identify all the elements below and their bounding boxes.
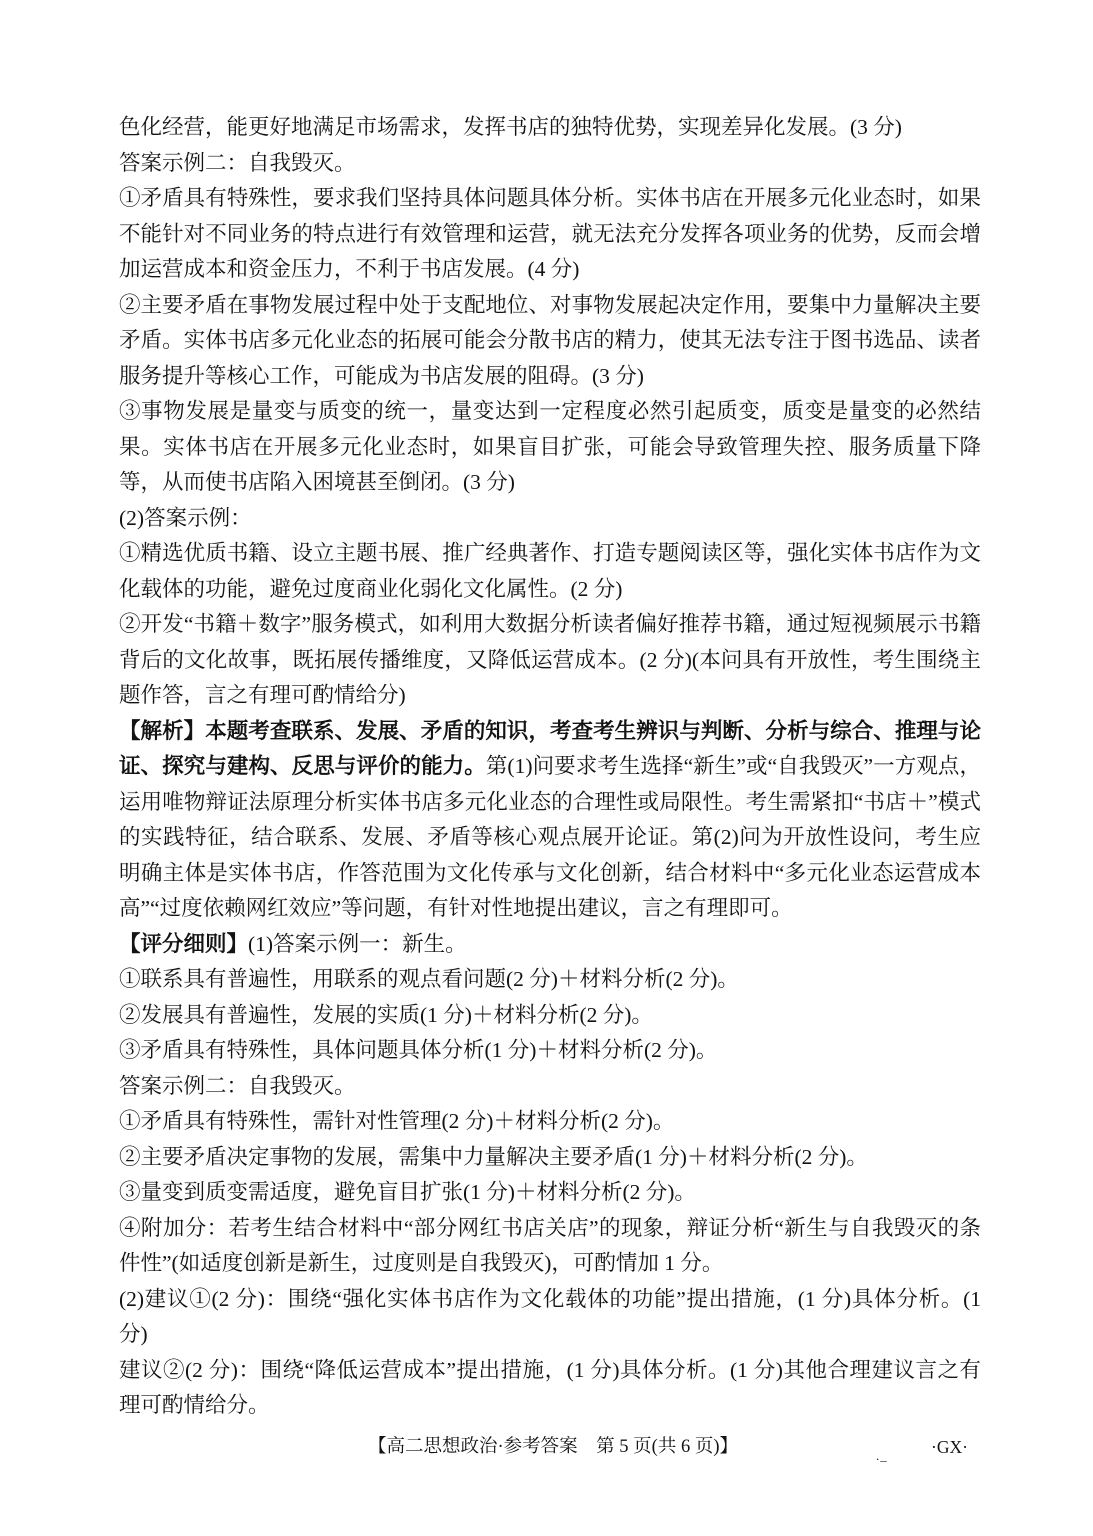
paragraph bbox=[119, 501, 981, 537]
paragraph bbox=[119, 1104, 981, 1140]
paragraph bbox=[119, 1282, 981, 1353]
paragraph bbox=[119, 998, 981, 1034]
text-segment: 色化经营，能更好地满足市场需求，发挥书店的独特优势，实现差异化发展。(3 分) bbox=[119, 115, 902, 139]
paragraph bbox=[119, 1140, 981, 1176]
text-segment: (2)建议①(2 分)：围绕“强化实体书店作为文化载体的功能”提出措施，(1 分)具体分析。(1 分) bbox=[119, 1286, 981, 1346]
paragraph bbox=[119, 1175, 981, 1211]
paragraph bbox=[119, 110, 981, 146]
paragraph bbox=[119, 1069, 981, 1105]
paragraph bbox=[119, 927, 981, 963]
paragraph bbox=[119, 1211, 981, 1282]
text-segment: ②主要矛盾在事物发展过程中处于支配地位、对事物发展起决定作用，要集中力量解决主要矛盾。实体书店多元化业态的拓展可能会分散书店的精力，使其无法专注于图书选品、读者服务提升等核心工作，可能成为书店发展的阻碍。(3 分) bbox=[119, 292, 981, 388]
text-segment: ②开发“书籍＋数字”服务模式，如利用大数据分析读者偏好推荐书籍，通过短视频展示书籍背后的文化故事，既拓展传播维度，又降低运营成本。(2 分)(本问具有开放性，考生围绕主题作答，言之有理可酌情给分) bbox=[119, 612, 981, 707]
paragraph bbox=[119, 394, 981, 501]
text-segment: 第(1)问要求考生选择“新生”或“自我毁灭”一方观点，运用唯物辩证法原理分析实体书店多元化业态的合理性或局限性。考生需紧扣“书店＋”模式的实践特征，结合联系、发展、矛盾等核心观点展开论证。第(2)问为开放性设问，考生应明确主体是实体书店，作答范围为文化传承与文化创新，结合材料中“多元化业态运营成本高”“过度依赖网红效应”等问题，有针对性地提出建议，言之有理即可。 bbox=[119, 754, 982, 920]
paragraph bbox=[119, 181, 981, 288]
page-footer bbox=[0, 1433, 1093, 1469]
text-segment: (1)答案示例一：新生。 bbox=[248, 931, 467, 956]
text-segment: ③量变到质变需适度，避免盲目扩张(1 分)＋材料分析(2 分)。 bbox=[119, 1180, 696, 1204]
paragraph bbox=[119, 146, 981, 182]
text-segment: ①矛盾具有特殊性，需针对性管理(2 分)＋材料分析(2 分)。 bbox=[119, 1109, 675, 1133]
text-segment: ④附加分：若考生结合材料中“部分网红书店关店”的现象，辩证分析“新生与自我毁灭的条件性”(如适度创新是新生，过度则是自我毁灭)，可酌情加 1 分。 bbox=[119, 1215, 981, 1275]
text-segment: 答案示例二：自我毁灭。 bbox=[119, 1073, 356, 1098]
text-segment: ③矛盾具有特殊性，具体问题具体分析(1 分)＋材料分析(2 分)。 bbox=[119, 1038, 718, 1062]
text-segment: ①精选优质书籍、设立主题书展、推广经典著作、打造专题阅读区等，强化实体书店作为文化载体的功能，避免过度商业化弱化文化属性。(2 分) bbox=[119, 541, 981, 601]
text-segment: ②主要矛盾决定事物的发展，需集中力量解决主要矛盾(1 分)＋材料分析(2 分)。 bbox=[119, 1144, 868, 1169]
paragraph bbox=[119, 1353, 981, 1424]
footer-exam-code: ·GX· bbox=[931, 1437, 968, 1457]
footer-page-label: 【高二思想政治·参考答案 第 5 页(共 6 页)】 bbox=[368, 1437, 738, 1457]
text-segment: (2)答案示例： bbox=[119, 505, 252, 530]
paragraph bbox=[119, 288, 981, 395]
text-segment: 答案示例二：自我毁灭。 bbox=[119, 150, 356, 175]
text-segment: 建议②(2 分)：围绕“降低运营成本”提出措施，(1 分)具体分析。(1 分)其他合理建议言之有理可酌情给分。 bbox=[119, 1357, 981, 1417]
text-segment: ③事物发展是量变与质变的统一，量变达到一定程度必然引起质变，质变是量变的必然结果。实体书店在开展多元化业态时，如果盲目扩张，可能会导致管理失控、服务质量下降等，从而使书店陷入困境甚至倒闭。(3 分) bbox=[119, 399, 981, 494]
paragraph bbox=[119, 536, 981, 607]
paragraph bbox=[119, 962, 981, 998]
bold-text-segment: 【解析】本题考查联系、发展、矛盾的知识，考查考生辨识与判断、分析与综合、推理与论证、探究与建构、反思与评价的能力。 bbox=[119, 718, 981, 778]
paragraph bbox=[119, 607, 981, 714]
document-body bbox=[119, 110, 981, 1424]
bold-text-segment: 【评分细则】 bbox=[119, 931, 249, 956]
text-segment: ①矛盾具有特殊性，要求我们坚持具体问题具体分析。实体书店在开展多元化业态时，如果不能针对不同业务的特点进行有效管理和运营，就无法充分发挥各项业务的优势，反而会增加运营成本和资金压力，不利于书店发展。(4 分) bbox=[119, 186, 981, 281]
text-segment: ①联系具有普遍性，用联系的观点看问题(2 分)＋材料分析(2 分)。 bbox=[119, 967, 739, 991]
text-segment: ②发展具有普遍性，发展的实质(1 分)＋材料分析(2 分)。 bbox=[119, 1002, 653, 1027]
scan-artifact-mark: ._ bbox=[876, 1448, 888, 1463]
paragraph bbox=[119, 714, 981, 927]
paragraph bbox=[119, 1033, 981, 1069]
